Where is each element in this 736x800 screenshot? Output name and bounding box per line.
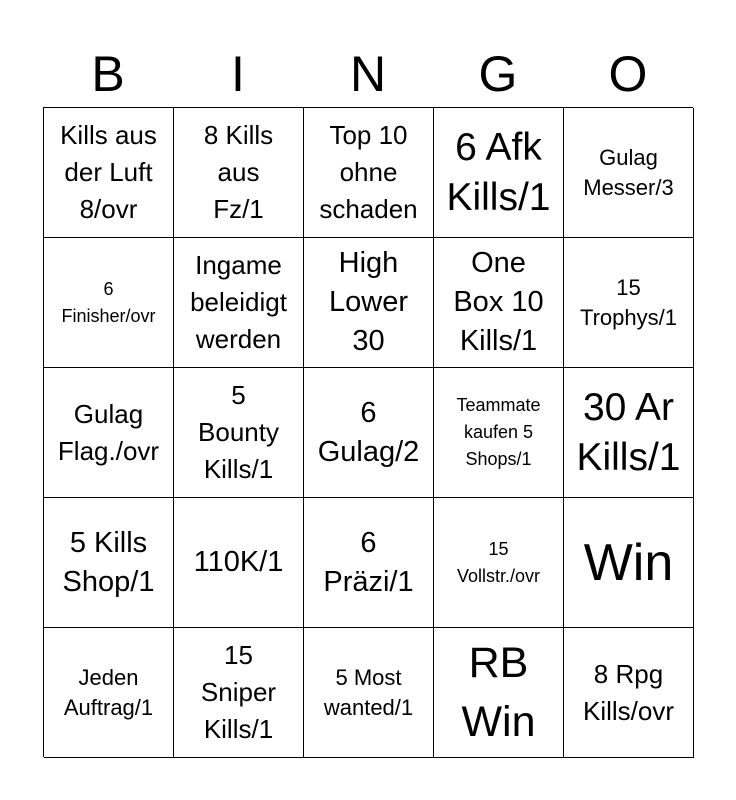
bingo-cell-label: 30 Ar Kills/1	[576, 385, 681, 479]
bingo-cell[interactable]	[304, 238, 434, 368]
header-letter-i: I	[231, 46, 245, 102]
bingo-cell[interactable]	[44, 238, 174, 368]
bingo-cell-label: Top 10 ohne schaden	[319, 120, 418, 224]
header-letter-n: N	[349, 46, 387, 102]
bingo-cell-label: Gulag Flag./ovr	[57, 398, 160, 466]
bingo-cell[interactable]	[434, 368, 564, 498]
bingo-cell-label: 8 Rpg Kills/ovr	[582, 658, 674, 726]
header-letter-b: B	[91, 46, 125, 102]
bingo-card-grid	[43, 107, 693, 757]
bingo-cell-label: 8 Kills aus Fz/1	[203, 120, 274, 224]
bingo-header	[43, 40, 693, 108]
bingo-cell[interactable]	[44, 368, 174, 498]
bingo-cell-label: RB Win	[461, 638, 536, 746]
bingo-cell-label: 110K/1	[193, 546, 284, 578]
bingo-cell-label: Win	[583, 533, 674, 592]
bingo-cell[interactable]	[434, 238, 564, 368]
bingo-cell[interactable]	[304, 368, 434, 498]
bingo-cell[interactable]	[434, 628, 564, 758]
bingo-cell-label: Teammate kaufen 5 Shops/1	[456, 395, 541, 469]
bingo-cell[interactable]	[564, 108, 694, 238]
bingo-cell-label: Ingame beleidigt werden	[190, 250, 287, 354]
bingo-cell-label: 5 Bounty Kills/1	[198, 380, 279, 484]
bingo-cell-label: Gulag Messer/3	[583, 144, 674, 200]
bingo-cell-label: 6 Afk Kills/1	[446, 125, 551, 219]
bingo-cell-label: 5 Most wanted/1	[323, 664, 414, 720]
bingo-cell[interactable]	[174, 628, 304, 758]
bingo-cell[interactable]	[304, 108, 434, 238]
bingo-cell[interactable]	[434, 108, 564, 238]
bingo-cell-label: Kills aus der Luft 8/ovr	[60, 120, 157, 224]
bingo-cell[interactable]	[174, 498, 304, 628]
bingo-cell[interactable]	[44, 628, 174, 758]
bingo-cell[interactable]	[44, 108, 174, 238]
bingo-cell-label: One Box 10 Kills/1	[453, 247, 544, 357]
bingo-cell[interactable]	[304, 628, 434, 758]
bingo-cell[interactable]	[564, 368, 694, 498]
bingo-cell-label: 5 Kills Shop/1	[62, 526, 155, 598]
bingo-cell-label: 6 Gulag/2	[317, 396, 420, 468]
bingo-cell-label: 6 Präzi/1	[323, 526, 414, 598]
bingo-cell-label: 6 Finisher/ovr	[61, 278, 156, 326]
bingo-cell-label: 15 Vollstr./ovr	[456, 538, 541, 586]
bingo-cell[interactable]	[174, 108, 304, 238]
bingo-cell[interactable]	[304, 498, 434, 628]
bingo-cell-label: 15 Trophys/1	[579, 274, 677, 330]
bingo-cell[interactable]	[564, 628, 694, 758]
bingo-cell-label: Jeden Auftrag/1	[63, 664, 154, 720]
bingo-cell[interactable]	[174, 368, 304, 498]
header-letter-o: O	[608, 46, 648, 102]
bingo-cell-label: High Lower 30	[329, 247, 408, 357]
bingo-cell[interactable]	[44, 498, 174, 628]
bingo-cell[interactable]	[564, 498, 694, 628]
bingo-cell[interactable]	[564, 238, 694, 368]
bingo-cell[interactable]	[174, 238, 304, 368]
bingo-cell-label: 15 Sniper Kills/1	[200, 640, 277, 744]
header-letter-g: G	[478, 46, 518, 102]
bingo-cell[interactable]	[434, 498, 564, 628]
